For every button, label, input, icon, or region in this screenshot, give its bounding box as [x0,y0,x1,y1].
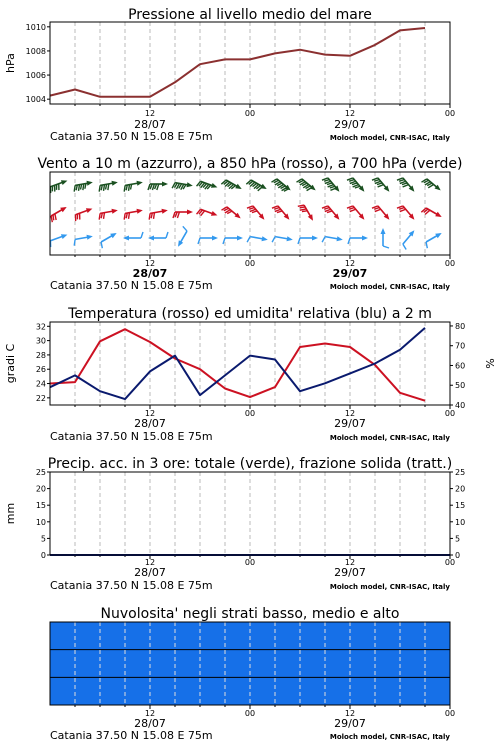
location-label: Catania 37.50 N 15.08 E 75m [50,279,213,292]
barb-head [162,182,168,187]
cloud-cell [275,650,301,678]
barb-feather [277,211,282,213]
barb-feather [149,213,150,219]
barb-head [337,236,343,241]
cloud-cell [350,650,376,678]
y2-tick-label: 80 [455,321,466,331]
cloud-cell [75,677,101,705]
barb-head [187,182,193,187]
cloud-cell [200,677,226,705]
barb-feather [124,213,125,219]
y2-tick-label: 10 [455,517,466,527]
barb-feather [104,213,105,219]
cloud-cell [275,622,301,650]
barb-head [287,236,293,241]
date-label: 29/07 [334,417,366,430]
model-label: Moloch model, CNR-ISAC, Italy [329,434,450,442]
y2-tick-label: 0 [455,551,461,560]
wind-barb [50,234,67,247]
y2-tick-label: 15 [455,501,466,511]
cloud-cell [400,650,426,678]
barb-feather [183,226,187,231]
wind-barb [75,208,92,221]
x-tick-label: 12 [144,109,156,118]
chart-title: Vento a 10 m (azzurro), a 850 hPa (rosso), a 700 hPa (verde) [37,156,463,172]
barb-head [86,208,93,213]
cloud-cell [100,677,126,705]
barb-feather [177,212,179,218]
barb-head [381,228,386,234]
barb-feather [383,246,389,248]
y-axis-label: mm [4,502,17,525]
barb-head [112,209,118,214]
x-tick-label: 00 [444,259,456,268]
barb-feather [141,232,143,238]
location-label: Catania 37.50 N 15.08 E 75m [50,130,213,143]
x-tick-label: 12 [344,259,356,268]
x-tick-label: 12 [344,709,356,718]
wind-barb [74,181,93,192]
barb-head [123,236,129,241]
barb-feather [377,183,382,185]
y-tick-label: 22 [35,393,46,403]
barb-head [61,180,68,185]
barb-feather [327,211,332,213]
x-tick-label: 00 [244,709,256,718]
y-tick-label: 1006 [25,71,46,81]
wind-barb [173,210,193,219]
x-tick-label: 12 [344,409,356,418]
barb-head [262,236,268,241]
panel-temp_rh [4,306,496,443]
x-tick-label: 12 [144,259,156,268]
wind-barb [348,236,368,245]
model-label: Moloch model, CNR-ISAC, Italy [329,134,450,142]
date-label: 29/07 [334,717,366,730]
wind-barb [247,236,268,242]
plot-frame [50,22,450,104]
date-label: 29/07 [332,267,368,280]
barb-feather [83,184,84,190]
x-tick-label: 00 [244,409,256,418]
barb-feather [400,209,406,211]
barb-head [212,236,218,241]
barb-head [61,234,68,239]
x-tick-label: 12 [144,558,156,567]
wind-barb [421,208,441,217]
cloud-cell [250,677,276,705]
y-tick-label: 26 [35,365,46,375]
barb-feather [350,209,356,211]
wind-barb [426,233,442,248]
location-label: Catania 37.50 N 15.08 E 75m [50,430,213,443]
cloud-cell [250,650,276,678]
wind-barb [298,236,318,245]
cloud-cell [375,650,401,678]
wind-barb [99,181,118,192]
barb-head [211,183,218,188]
cloud-cell [200,650,226,678]
x-tick-label: 12 [344,558,356,567]
barb-feather [99,213,100,219]
x-tick-label: 00 [444,109,456,118]
barb-head [312,236,318,241]
wind-barb [296,179,315,191]
cloud-cell [50,677,76,705]
x-tick-label: 00 [244,259,256,268]
cloud-cell [200,622,226,650]
barb-feather [300,207,305,208]
y-tick-label: 32 [35,322,46,332]
barb-head [137,209,143,214]
cloud-cell [425,650,451,678]
barb-feather [426,242,427,248]
barb-feather [55,214,56,220]
barb-feather [99,185,100,191]
wind-barb [124,181,143,192]
location-label: Catania 37.50 N 15.08 E 75m [50,729,213,742]
cloud-cell [50,622,76,650]
y2-tick-label: 20 [455,484,466,494]
cloud-cell [375,677,401,705]
barb-head [137,181,143,186]
wind-barb [381,228,390,248]
y-axis-label: hPa [4,53,17,73]
pressure-line [50,28,425,97]
y-tick-label: 20 [35,484,46,494]
barb-feather [152,184,154,190]
barb-feather [403,185,409,187]
cloud-cell [300,622,326,650]
wind-barb [51,207,67,222]
cloud-cell [400,677,426,705]
y-tick-label: 15 [35,501,46,511]
barb-head [87,181,93,186]
panel-precip [4,456,465,592]
barb-feather [330,186,335,188]
barb-feather [302,211,307,212]
barb-feather [298,205,304,206]
x-tick-label: 00 [444,709,456,718]
date-label: 29/07 [334,118,366,131]
barb-feather [154,213,155,219]
barb-feather [378,185,384,187]
barb-head [187,210,193,215]
panel-wind [37,156,462,292]
y-tick-label: 1008 [25,46,46,56]
cloud-cell [125,677,151,705]
barb-feather [402,183,407,185]
cloud-cell [175,622,201,650]
barb-feather [124,185,125,191]
y2-axis-label: % [483,358,496,369]
wind-barb [198,236,218,245]
cloud-cell [100,622,126,650]
y2-tick-label: 70 [455,341,466,351]
wind-barb [223,236,243,245]
wind-barb [272,236,293,242]
cloud-cell [400,622,426,650]
date-label: 28/07 [134,566,166,579]
cloud-cell [50,650,76,678]
barb-feather [375,209,381,211]
model-label: Moloch model, CNR-ISAC, Italy [329,283,450,291]
location-label: Catania 37.50 N 15.08 E 75m [50,579,213,592]
chart-title: Pressione al livello medio del mare [128,7,372,23]
cloud-cell [75,622,101,650]
cloud-cell [350,677,376,705]
cloud-cell [175,650,201,678]
wind-barb [124,209,143,220]
barb-feather [108,184,109,190]
cloud-cell [425,677,451,705]
cloud-cell [225,622,251,650]
barb-head [362,236,368,241]
panel-pressure [4,7,455,143]
y-axis-label: gradi C [4,343,17,384]
wind-barb [99,209,118,220]
x-tick-label: 12 [144,709,156,718]
y2-tick-label: 40 [455,401,466,410]
wind-barb [50,180,67,193]
date-label: 28/07 [132,267,168,280]
barb-feather [272,237,275,243]
cloud-cell [300,677,326,705]
wind-barb [148,232,168,241]
barb-feather [355,186,360,188]
wind-barb [403,230,415,249]
barb-feather [129,213,130,219]
cloud-cell [75,650,101,678]
barb-head [112,181,118,186]
cloud-cell [125,650,151,678]
x-tick-label: 00 [444,558,456,567]
y-tick-label: 1010 [25,22,46,32]
barb-head [237,236,243,241]
y2-tick-label: 25 [455,468,466,477]
model-label: Moloch model, CNR-ISAC, Italy [329,583,450,591]
cloud-cell [275,677,301,705]
barb-feather [247,237,250,243]
cloud-cell [225,650,251,678]
wind-barb [421,179,440,191]
barb-head [148,236,154,241]
y-tick-label: 10 [35,517,46,527]
barb-feather [101,242,102,248]
y-tick-label: 0 [40,551,46,560]
x-tick-label: 00 [444,409,456,418]
cloud-cell [425,622,451,650]
panel-cloud [50,606,455,742]
barb-feather [51,216,52,222]
wind-barb [149,209,168,220]
wind-barb [298,205,313,221]
wind-barb [123,232,143,241]
wind-barb [74,235,93,246]
chart-title: Nuvolosita' negli strati basso, medio e alto [100,606,400,622]
y-tick-label: 30 [35,336,46,346]
date-label: 28/07 [134,417,166,430]
cloud-cell [325,650,351,678]
wind-barb [148,182,168,191]
barb-feather [157,184,159,190]
cloud-cell [150,650,176,678]
model-label: Moloch model, CNR-ISAC, Italy [329,733,450,741]
cloud-cell [350,622,376,650]
cloud-cell [300,650,326,678]
y-tick-label: 1004 [25,95,46,105]
wind-barb [322,236,343,242]
barb-head [87,235,93,240]
barb-feather [74,239,75,245]
barb-feather [352,183,357,185]
cloud-cell [150,677,176,705]
date-label: 28/07 [134,717,166,730]
barb-head [211,211,218,216]
wind-barb [246,180,266,191]
cloud-cell [325,677,351,705]
x-tick-label: 12 [144,409,156,418]
barb-head [162,209,168,214]
barb-feather [129,185,130,191]
y2-tick-label: 5 [455,534,461,544]
y-tick-label: 28 [35,350,46,360]
barb-feather [74,185,75,191]
cloud-cell [100,650,126,678]
y-tick-label: 5 [40,534,46,544]
barb-feather [252,211,257,213]
wind-barb [271,179,290,191]
barb-feather [53,215,54,220]
y-tick-label: 24 [35,379,46,389]
barb-feather [104,185,105,191]
barb-feather [403,244,406,249]
x-tick-label: 12 [344,109,356,118]
y-tick-label: 25 [35,468,46,477]
date-label: 29/07 [334,566,366,579]
cloud-cell [375,622,401,650]
x-tick-label: 00 [244,109,256,118]
y2-tick-label: 60 [455,361,466,371]
date-label: 28/07 [134,118,166,131]
wind-barb [178,226,187,246]
wind-barb [221,207,240,219]
x-tick-label: 00 [244,558,256,567]
chart-title: Temperatura (rosso) ed umidita' relativa (blu) a 2 m [68,306,432,322]
barb-feather [79,185,80,191]
cloud-cell [125,622,151,650]
y2-tick-label: 50 [455,381,466,391]
wind-barb [101,233,117,248]
barb-feather [322,237,325,243]
cloud-cell [225,677,251,705]
barb-feather [300,209,306,210]
cloud-cell [250,622,276,650]
barb-feather [327,183,332,185]
wind-barb [221,180,241,189]
cloud-cell [175,677,201,705]
chart-title: Precip. acc. in 3 ore: totale (verde), frazione solida (tratt.) [47,456,453,472]
cloud-cell [150,622,176,650]
cloud-cell [325,622,351,650]
barb-feather [166,232,168,238]
